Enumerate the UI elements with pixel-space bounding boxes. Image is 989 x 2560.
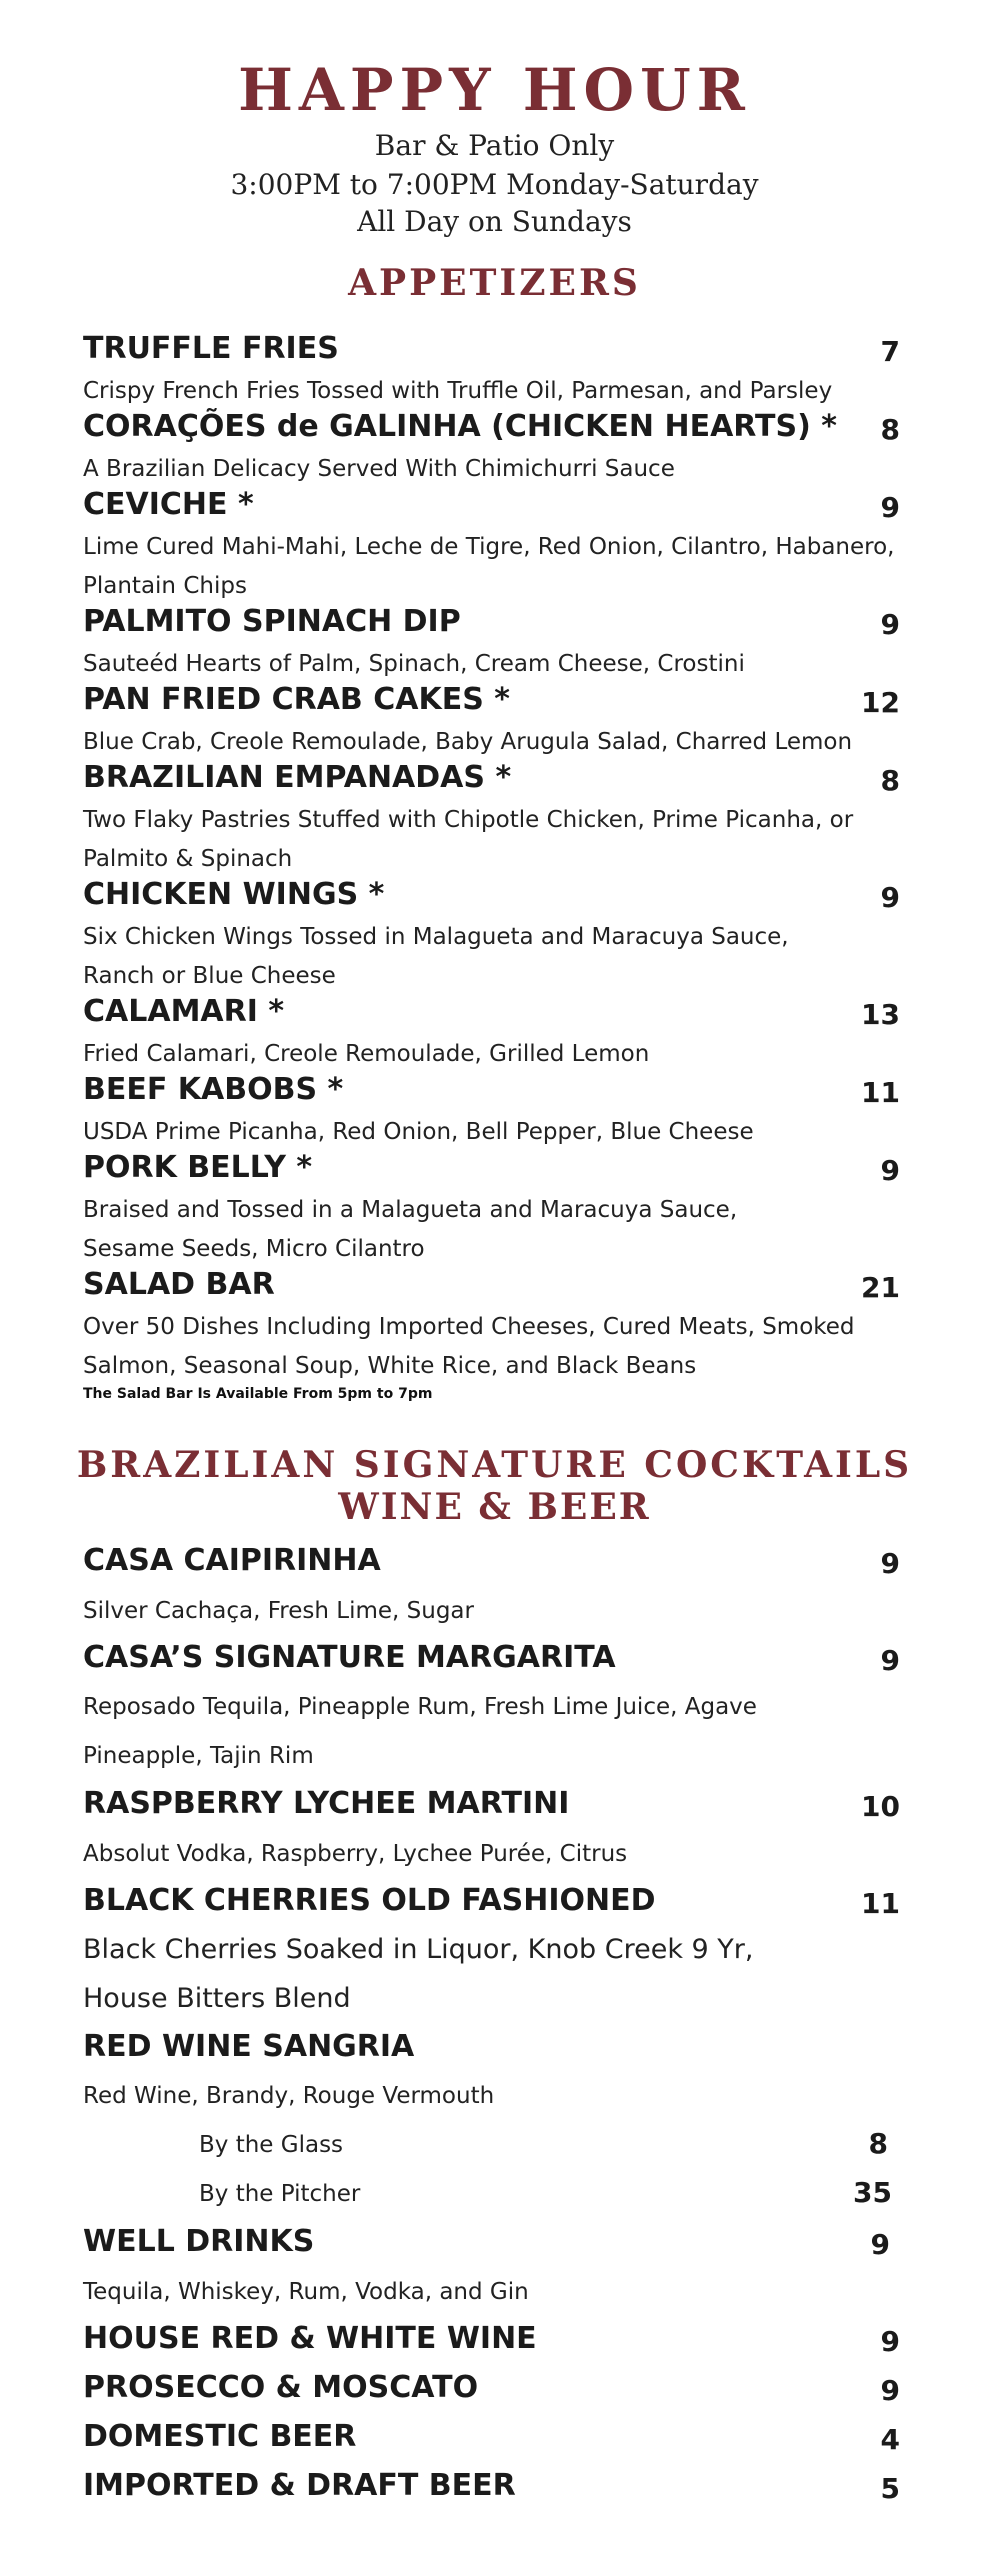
section-heading-wine-beer: WINE & BEER — [338, 1486, 651, 1528]
menu-item-price: 12 — [861, 686, 900, 719]
header-line-sunday: All Day on Sundays — [357, 205, 632, 238]
menu-item-description: Two Flaky Pastries Stuffed with Chipotle Chicken, Prime Picanha, or — [83, 807, 854, 833]
menu-item-name: SALAD BAR — [83, 1267, 275, 1302]
menu-item-description: A Brazilian Delicacy Served With Chimichurri Sauce — [83, 456, 675, 482]
menu-item-price: 11 — [861, 1887, 900, 1920]
menu-item-description: Absolut Vodka, Raspberry, Lychee Purée, Citrus — [83, 1841, 628, 1867]
menu-item-name: BLACK CHERRIES OLD FASHIONED — [83, 1883, 656, 1918]
section-heading-appetizers: APPETIZERS — [348, 262, 641, 304]
menu-item-description: Plantain Chips — [83, 573, 247, 599]
menu-item-price: 9 — [880, 2374, 900, 2407]
menu-item-price: 9 — [880, 1547, 900, 1580]
menu-item-description: Braised and Tossed in a Malagueta and Maracuya Sauce, — [83, 1197, 738, 1223]
sangria-pitcher-price: 35 — [853, 2176, 892, 2209]
menu-item-name: BRAZILIAN EMPANADAS * — [83, 760, 512, 795]
menu-item-description: Tequila, Whiskey, Rum, Vodka, and Gin — [83, 2279, 529, 2305]
menu-item-description: Red Wine, Brandy, Rouge Vermouth — [83, 2083, 495, 2109]
menu-item-price: 9 — [870, 2228, 890, 2261]
menu-item-description: USDA Prime Picanha, Red Onion, Bell Pepper, Blue Cheese — [83, 1119, 754, 1145]
menu-item-description: Six Chicken Wings Tossed in Malagueta and Maracuya Sauce, — [83, 924, 789, 950]
menu-item-price: 21 — [861, 1271, 900, 1304]
menu-item-description: Palmito & Spinach — [83, 846, 293, 872]
menu-item-description: Reposado Tequila, Pineapple Rum, Fresh Lime Juice, Agave — [83, 1694, 757, 1720]
sangria-glass-price: 8 — [868, 2127, 888, 2160]
menu-item-description: House Bitters Blend — [83, 1983, 351, 2014]
menu-item-price: 9 — [880, 881, 900, 914]
menu-item-description: Sauteéd Hearts of Palm, Spinach, Cream Cheese, Crostini — [83, 651, 745, 677]
menu-item-name: CASA CAIPIRINHA — [83, 1543, 381, 1578]
menu-item-description: Over 50 Dishes Including Imported Cheeses, Cured Meats, Smoked — [83, 1314, 855, 1340]
menu-item-name: WELL DRINKS — [83, 2224, 315, 2259]
menu-item-name: RASPBERRY LYCHEE MARTINI — [83, 1786, 570, 1821]
menu-item-price: 4 — [880, 2423, 900, 2456]
sangria-pitcher-label: By the Pitcher — [199, 2181, 361, 2207]
menu-item-price: 9 — [880, 608, 900, 641]
menu-item-name: HOUSE RED & WHITE WINE — [83, 2321, 537, 2356]
menu-item-description: Blue Crab, Creole Remoulade, Baby Arugula Salad, Charred Lemon — [83, 729, 853, 755]
menu-item-description: Pineapple, Tajin Rim — [83, 1743, 314, 1769]
menu-item-price: 5 — [880, 2472, 900, 2505]
menu-item-price: 9 — [880, 1154, 900, 1187]
menu-item-name: IMPORTED & DRAFT BEER — [83, 2468, 516, 2503]
page-title: HAPPY HOUR — [238, 56, 751, 124]
menu-item-name: CALAMARI * — [83, 994, 285, 1029]
menu-item-name: RED WINE SANGRIA — [83, 2029, 415, 2064]
menu-item-name: PROSECCO & MOSCATO — [83, 2370, 479, 2405]
menu-item-name: DOMESTIC BEER — [83, 2419, 357, 2454]
menu-item-price: 9 — [880, 2325, 900, 2358]
sangria-glass-label: By the Glass — [199, 2132, 344, 2158]
salad-bar-note: The Salad Bar Is Available From 5pm to 7pm — [83, 1386, 433, 1402]
menu-item-name: CASA’S SIGNATURE MARGARITA — [83, 1640, 616, 1675]
menu-item-name: PALMITO SPINACH DIP — [83, 604, 461, 639]
menu-item-description: Salmon, Seasonal Soup, White Rice, and Black Beans — [83, 1353, 697, 1379]
menu-item-description: Fried Calamari, Creole Remoulade, Grilled Lemon — [83, 1041, 650, 1067]
menu-item-price: 9 — [880, 1644, 900, 1677]
section-heading-cocktails: BRAZILIAN SIGNATURE COCKTAILS — [76, 1444, 913, 1486]
menu-item-name: CHICKEN WINGS * — [83, 877, 385, 912]
menu-item-name: TRUFFLE FRIES — [83, 331, 339, 366]
menu-item-description: Lime Cured Mahi-Mahi, Leche de Tigre, Red Onion, Cilantro, Habanero, — [83, 534, 895, 560]
menu-item-description: Crispy French Fries Tossed with Truffle Oil, Parmesan, and Parsley — [83, 378, 833, 404]
menu-item-description: Ranch or Blue Cheese — [83, 963, 336, 989]
menu-item-name: PAN FRIED CRAB CAKES * — [83, 682, 510, 717]
menu-item-price: 10 — [861, 1790, 900, 1823]
menu-item-price: 11 — [861, 1076, 900, 1109]
menu-item-price: 8 — [880, 764, 900, 797]
menu-item-name: BEEF KABOBS * — [83, 1072, 344, 1107]
menu-item-name: CEVICHE * — [83, 487, 254, 522]
menu-item-price: 13 — [861, 998, 900, 1031]
menu-item-description: Sesame Seeds, Micro Cilantro — [83, 1236, 425, 1262]
header-line-location: Bar & Patio Only — [374, 129, 615, 162]
menu-item-price: 8 — [880, 413, 900, 446]
menu-item-name: CORAÇÕES de GALINHA (CHICKEN HEARTS) * — [83, 409, 837, 444]
menu-item-price: 9 — [880, 491, 900, 524]
menu-item-price: 7 — [880, 335, 900, 368]
header-line-hours: 3:00PM to 7:00PM Monday-Saturday — [230, 168, 759, 201]
menu-item-description: Silver Cachaça, Fresh Lime, Sugar — [83, 1598, 474, 1624]
menu-item-description: Black Cherries Soaked in Liquor, Knob Creek 9 Yr, — [83, 1934, 754, 1965]
menu-item-name: PORK BELLY * — [83, 1150, 313, 1185]
